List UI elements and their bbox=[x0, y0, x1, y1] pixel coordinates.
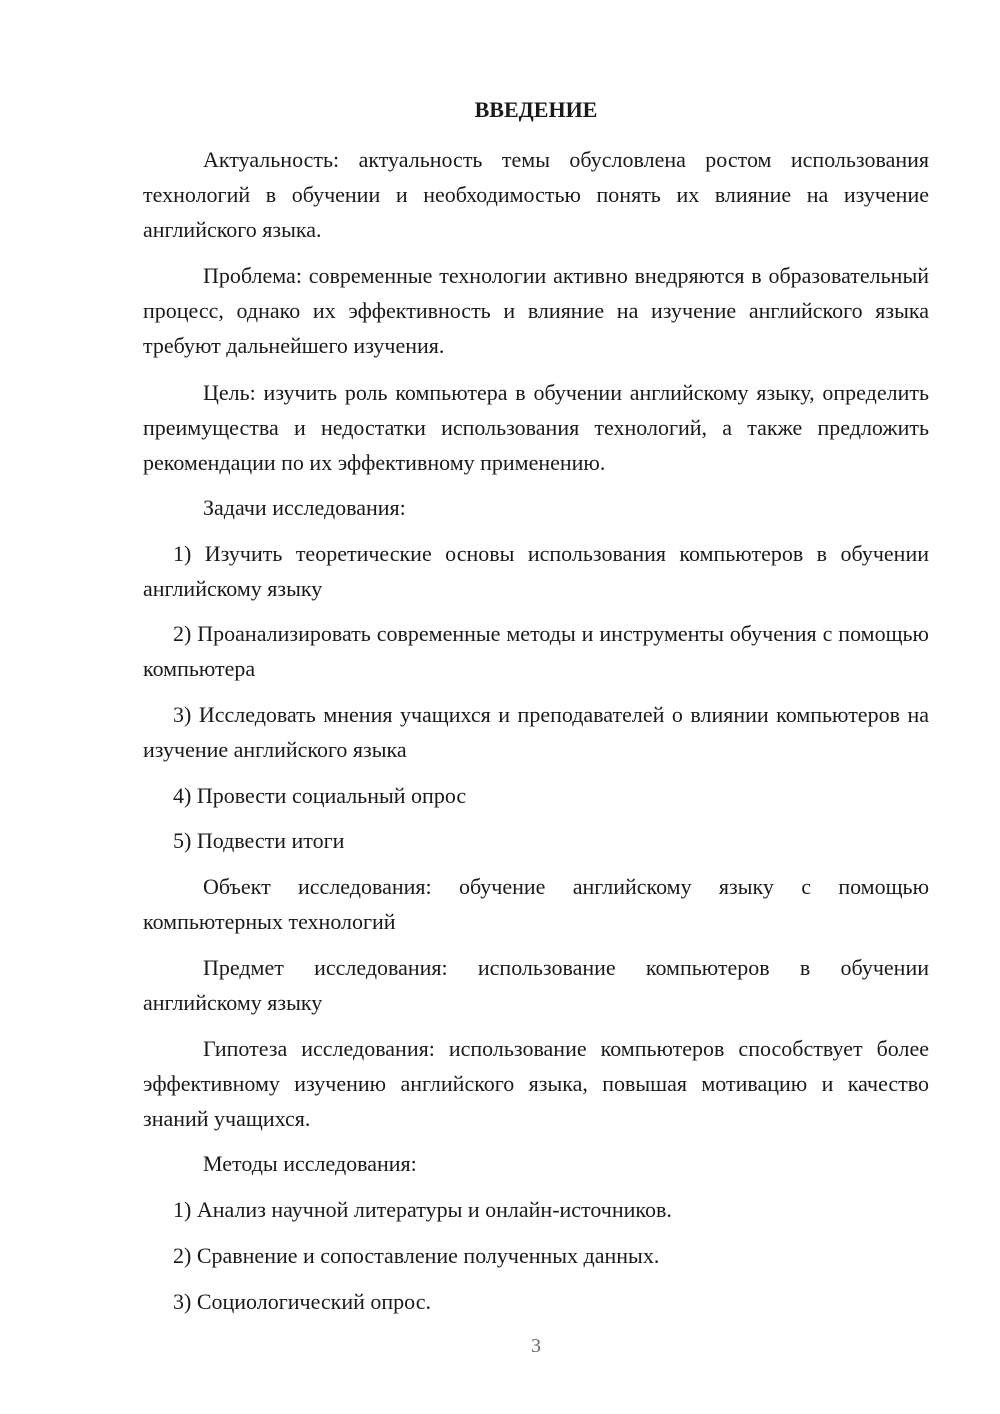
method-item-2: 2) Сравнение и сопоставление полученных данных. bbox=[173, 1243, 660, 1268]
task-item-2: 2) Проанализировать современные методы и инструменты обучения с помощью компьютера bbox=[143, 621, 929, 681]
methods-title: Методы исследования: bbox=[203, 1151, 417, 1176]
task-item-5: 5) Подвести итоги bbox=[173, 828, 345, 853]
page-title: ВВЕДЕНИЕ bbox=[474, 97, 598, 122]
task-item-1: 1) Изучить теоретические основы использования компьютеров в обучении английскому языку bbox=[143, 541, 929, 601]
subject-paragraph: Предмет исследования: использование компьютеров в обучении английскому языку bbox=[143, 955, 929, 1015]
method-item-1: 1) Анализ научной литературы и онлайн-источников. bbox=[173, 1197, 672, 1222]
tasks-title: Задачи исследования: bbox=[203, 495, 406, 520]
relevance-paragraph: Актуальность: актуальность темы обусловлена ростом использования технологий в обучении и необходимостью понять их влияние на изучение английского языка. bbox=[143, 147, 929, 242]
task-item-3: 3) Исследовать мнения учащихся и преподавателей о влиянии компьютеров на изучение английского языка bbox=[143, 702, 929, 762]
goal-paragraph: Цель: изучить роль компьютера в обучении английскому языку, определить преимущества и недостатки использования технологий, а также предложить рекомендации по их эффективному применению. bbox=[143, 380, 929, 475]
method-item-3: 3) Социологический опрос. bbox=[173, 1289, 431, 1314]
page-number: 3 bbox=[531, 1335, 541, 1357]
problem-paragraph: Проблема: современные технологии активно внедряются в образовательный процесс, однако их эффективность и влияние на изучение английского языка требуют дальнейшего изучения. bbox=[143, 263, 929, 358]
object-paragraph: Объект исследования: обучение английскому языку с помощью компьютерных технологий bbox=[143, 874, 929, 934]
hypothesis-paragraph: Гипотеза исследования: использование компьютеров способствует более эффективному изучению английского языка, повышая мотивацию и качество знаний учащихся. bbox=[143, 1036, 929, 1131]
task-item-4: 4) Провести социальный опрос bbox=[173, 783, 467, 808]
